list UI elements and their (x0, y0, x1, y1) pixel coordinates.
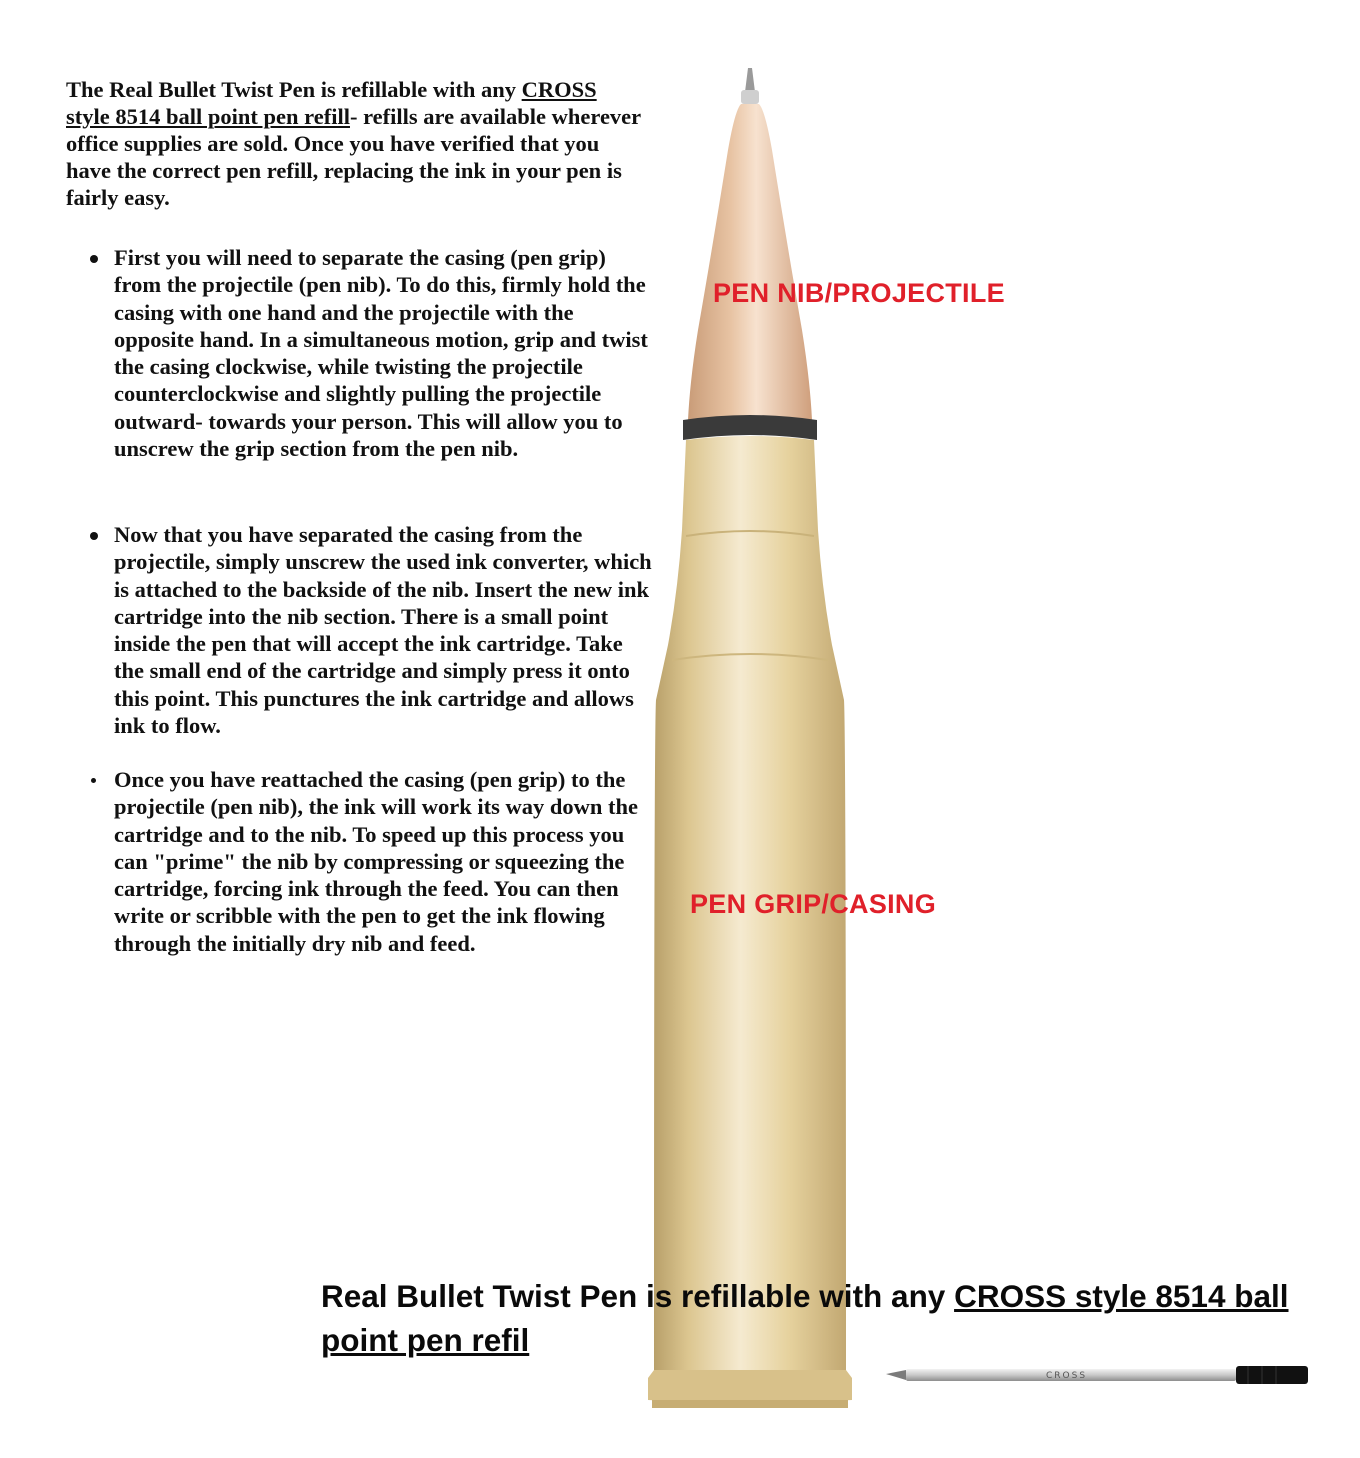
caption-text: Real Bullet Twist Pen is refillable with any (321, 1278, 955, 1314)
list-item (66, 766, 656, 957)
step-text: Once you have reattached the casing (pen grip) to the projectile (pen nib), the ink will work its way down the cartridge and to the nib. To speed up this process you can "prime" the nib by compressing or squeezing the cartridge, forcing ink through the feed. You can then write or scribble with the pen to get the ink flowing through the initially dry nib and feed. (114, 767, 638, 956)
casing-base (652, 1400, 848, 1408)
projectile-nib (688, 104, 812, 420)
caption-refill-link: CROSS style 8514 ball point pen refil (321, 1278, 1289, 1358)
refill-brand-text: CROSS (1046, 1371, 1088, 1381)
intro-text-end: - refills are available wherever office supplies are sold. Once you have verified that you have the correct pen refill, replacing the ink in your pen is fairly easy. (66, 104, 641, 210)
list-item (66, 521, 656, 739)
refill-caption (321, 1274, 1311, 1362)
pen-point-icon (741, 68, 759, 104)
step-text: First you will need to separate the casing (pen grip) from the projectile (pen nib). To do this, firmly hold the casing with one hand and the projectile with the opposite hand. In a simultaneous motion, grip and twist the casing clockwise, while twisting the projectile counterclockwise and slightly pulling the projectile outward- towards your person. This will allow you to unscrew the grip section from the pen nib. (114, 245, 648, 462)
grip-label: PEN GRIP/CASING (690, 889, 937, 919)
bullet-dot-icon (91, 778, 96, 783)
nib-label: PEN NIB/PROJECTILE (713, 278, 1005, 308)
step-text: Now that you have separated the casing from the projectile, simply unscrew the used ink converter, which is attached to the backside of the nib. Insert the new ink cartridge into the nib section. There is a small point inside the pen that will accept the ink cartridge. Take the small end of the cartridge and simply press it onto this point. This punctures the ink cartridge and allows ink to flow. (114, 522, 652, 739)
list-item (66, 244, 656, 462)
casing-rim (648, 1370, 852, 1403)
refill-model-link: CROSS style 8514 ball point pen refill (66, 77, 597, 129)
bullet-dot-icon (90, 532, 98, 540)
bullet-dot-icon (90, 255, 98, 263)
intro-paragraph (66, 76, 646, 211)
intro-text-start: The Real Bullet Twist Pen is refillable with any (66, 77, 522, 102)
refill-cartridge (886, 1366, 1308, 1384)
